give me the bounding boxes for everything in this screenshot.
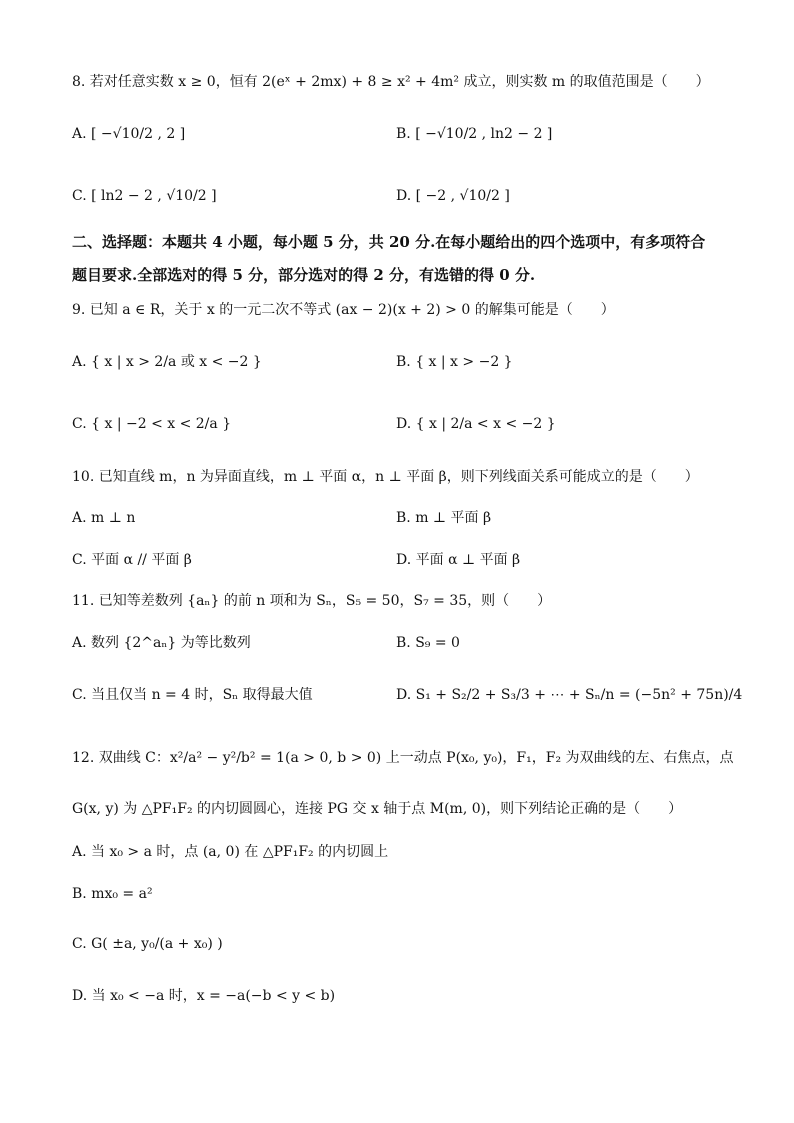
q12-stem-line2: G(x, y) 为 △PF₁F₂ 的内切圆圆心，连接 PG 交 x 轴于点 M(m, 0)，则下列结论正确的是（ ） bbox=[72, 801, 683, 817]
q12-option-a: A. 当 x₀ > a 时，点 (a, 0) 在 △PF₁F₂ 的内切圆上 bbox=[72, 844, 389, 860]
q11-option-d: D. S₁ + S₂/2 + S₃/3 + ⋯ + Sₙ/n = (−5n² + 75n)/4 bbox=[396, 687, 743, 703]
q12-option-c: C. G( ±a, y₀/(a + x₀) ) bbox=[72, 936, 223, 952]
q11-option-c: C. 当且仅当 n = 4 时，Sₙ 取得最大值 bbox=[72, 687, 313, 703]
q9-option-b: B. { x | x > −2 } bbox=[396, 354, 513, 370]
q8-option-b: B. [ −√10/2 , ln2 − 2 ] bbox=[396, 126, 553, 142]
q9-option-c: C. { x | −2 < x < 2/a } bbox=[72, 416, 232, 432]
q9-option-d: D. { x | 2/a < x < −2 } bbox=[396, 416, 556, 432]
q8-option-d: D. [ −2 , √10/2 ] bbox=[396, 188, 510, 204]
q8-option-c: C. [ ln2 − 2 , √10/2 ] bbox=[72, 188, 217, 204]
q10-option-b: B. m ⊥ 平面 β bbox=[396, 510, 492, 526]
q10-option-a: A. m ⊥ n bbox=[72, 510, 136, 526]
q9-stem: 9. 已知 a ∈ R，关于 x 的一元二次不等式 (ax − 2)(x + 2) > 0 的解集可能是（ ） bbox=[72, 302, 615, 318]
q10-option-d: D. 平面 α ⊥ 平面 β bbox=[396, 552, 521, 568]
q10-stem: 10. 已知直线 m，n 为异面直线，m ⊥ 平面 α，n ⊥ 平面 β，则下列线面关系可能成立的是（ ） bbox=[72, 469, 699, 485]
q11-option-b: B. S₉ = 0 bbox=[396, 635, 460, 651]
q12-option-d: D. 当 x₀ < −a 时，x = −a(−b < y < b) bbox=[72, 988, 336, 1004]
q8-option-a: A. [ −√10/2 , 2 ] bbox=[72, 126, 186, 142]
q11-stem: 11. 已知等差数列 {aₙ} 的前 n 项和为 Sₙ，S₅ = 50，S₇ = 35，则（ ） bbox=[72, 593, 552, 609]
q8-stem: 8. 若对任意实数 x ≥ 0，恒有 2(eˣ + 2mx) + 8 ≥ x² + 4m² 成立，则实数 m 的取值范围是（ ） bbox=[72, 74, 710, 90]
section2-heading-line1: 二、选择题：本题共 4 小题，每小题 5 分，共 20 分.在每小题给出的四个选项中，有多项符合 bbox=[72, 233, 706, 251]
section2-heading-line2: 题目要求.全部选对的得 5 分，部分选对的得 2 分，有选错的得 0 分. bbox=[72, 266, 536, 284]
q9-option-a: A. { x | x > 2/a 或 x < −2 } bbox=[72, 354, 262, 370]
q10-option-c: C. 平面 α // 平面 β bbox=[72, 552, 192, 568]
q11-option-a: A. 数列 {2^aₙ} 为等比数列 bbox=[72, 635, 251, 651]
q12-option-b: B. mx₀ = a² bbox=[72, 886, 153, 902]
q12-stem-line1: 12. 双曲线 C：x²/a² − y²/b² = 1(a > 0, b > 0) 上一动点 P(x₀, y₀)，F₁，F₂ 为双曲线的左、右焦点，点 bbox=[72, 750, 734, 766]
